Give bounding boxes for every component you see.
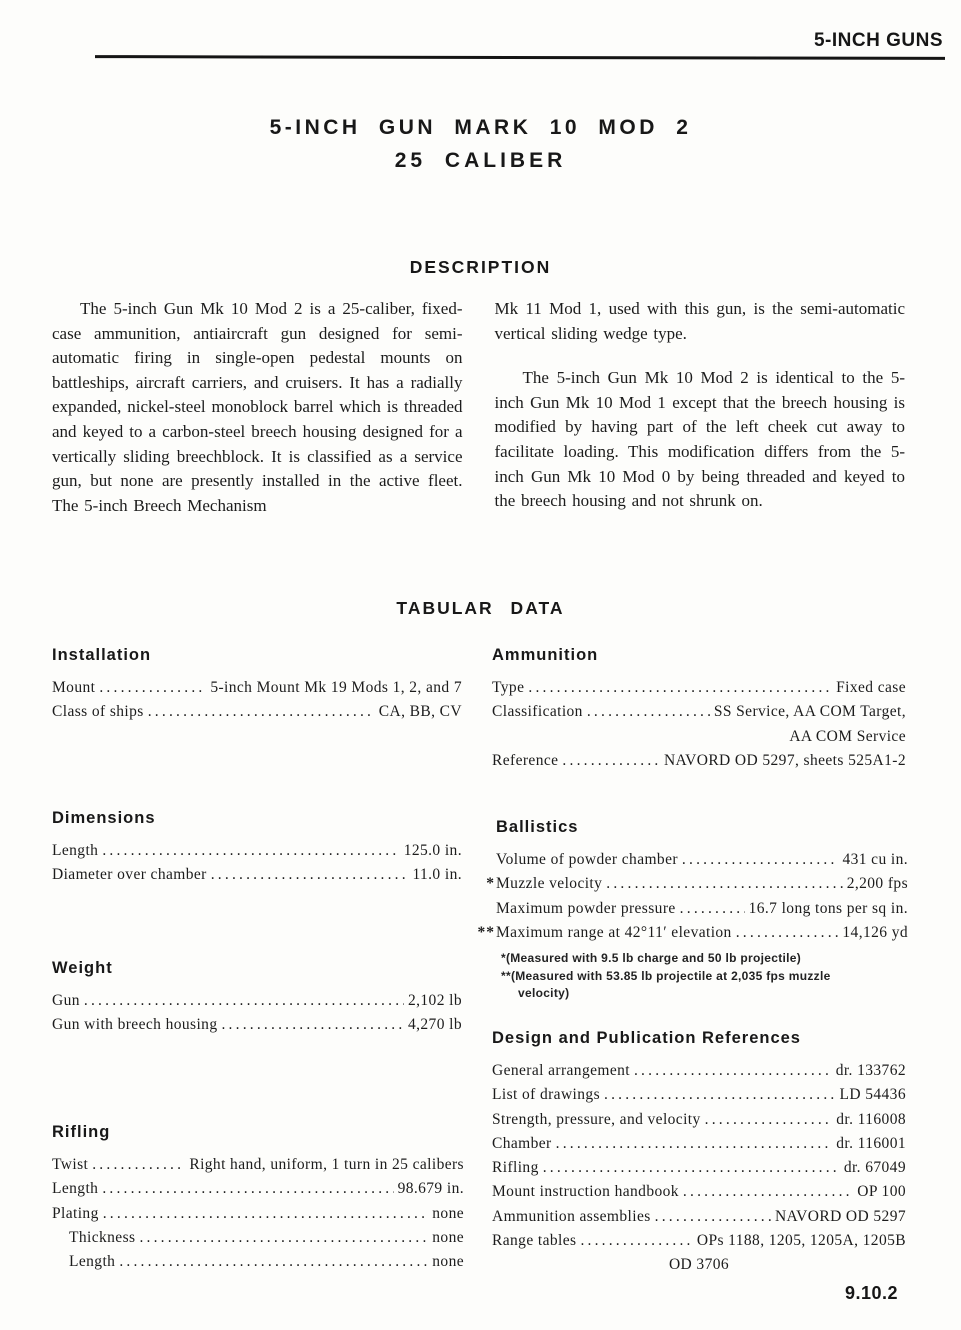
row-label: Chamber xyxy=(492,1134,552,1152)
row-value: none xyxy=(432,1253,464,1271)
row-value: 5-inch Mount Mk 19 Mods 1, 2, and 7 xyxy=(210,679,462,696)
table-row xyxy=(492,1205,906,1229)
footnote: *(Measured with 9.5 lb charge and 50 lb projectile) xyxy=(501,951,802,966)
description-left-column xyxy=(52,297,463,518)
row-label: Ammunition assemblies xyxy=(492,1207,651,1225)
row-value: 14,126 yd xyxy=(842,923,908,941)
page-title xyxy=(0,116,961,173)
leader-dots xyxy=(99,676,206,700)
section-rifling xyxy=(52,1123,464,1274)
table-row xyxy=(52,863,462,887)
leader-dots xyxy=(148,700,375,724)
row-label: Rifling xyxy=(492,1159,539,1177)
leader-dots xyxy=(680,897,745,921)
footnote: **(Measured with 53.85 lb projectile at 2,035 fps muzzle velocity) xyxy=(501,968,831,1001)
section-rows xyxy=(52,989,462,1038)
row-label: Classification xyxy=(492,703,583,721)
table-row xyxy=(52,700,462,724)
row-label: Maximum range at 42°11′ elevation xyxy=(496,923,732,941)
row-value: OPs 1188, 1205, 1205A, 1205B xyxy=(696,1232,906,1250)
row-value: AA COM Service xyxy=(789,727,906,745)
table-row xyxy=(492,1108,906,1132)
ballistics-footnotes xyxy=(496,950,908,1003)
description-right-column xyxy=(495,297,906,518)
row-value: Right hand, uniform, 1 turn in 25 calibers xyxy=(189,1156,464,1173)
leader-dots xyxy=(705,1108,833,1132)
row-label: Gun xyxy=(52,992,80,1009)
table-row xyxy=(492,700,906,724)
leader-dots xyxy=(103,1202,429,1226)
table-row xyxy=(52,839,462,863)
section-heading: Weight xyxy=(52,959,113,977)
table-row xyxy=(52,1177,464,1201)
table-row xyxy=(492,1132,906,1156)
table-row xyxy=(52,676,462,700)
leader-dots xyxy=(119,1250,428,1274)
section-ammunition xyxy=(492,646,906,773)
leader-dots xyxy=(562,749,660,773)
row-value: 16.7 long tons per sq in. xyxy=(748,899,908,917)
table-row xyxy=(496,897,908,921)
table-row xyxy=(492,1253,906,1277)
leader-dots xyxy=(634,1059,832,1083)
section-dimensions xyxy=(52,809,462,888)
leader-dots xyxy=(92,1153,185,1177)
footnote-marker: ** xyxy=(477,923,495,941)
row-value: dr. 67049 xyxy=(843,1159,906,1177)
row-label: Muzzle velocity xyxy=(496,875,603,893)
paragraph: Mk 11 Mod 1, used with this gun, is the semi-automatic vertical sliding wedge type. xyxy=(494,299,905,343)
header-rule xyxy=(95,55,945,60)
page-title-line1: 5-INCH GUN MARK 10 MOD 2 xyxy=(269,116,692,139)
section-design-references xyxy=(492,1029,906,1278)
table-row xyxy=(477,921,908,945)
row-label: Reference xyxy=(492,751,559,769)
section-heading: Ballistics xyxy=(496,818,579,836)
section-rows xyxy=(52,839,462,888)
leader-dots xyxy=(211,863,409,887)
leader-dots xyxy=(528,676,832,700)
table-row xyxy=(492,676,906,700)
row-label: Diameter over chamber xyxy=(52,866,207,884)
leader-dots xyxy=(606,872,842,896)
section-rows xyxy=(492,676,906,773)
row-value: dr. 133762 xyxy=(835,1062,906,1079)
running-header: 5-INCH GUNS xyxy=(813,30,943,51)
table-row xyxy=(52,1153,464,1177)
row-label: Length xyxy=(69,1253,116,1271)
section-ballistics xyxy=(477,818,908,1003)
row-value: dr. 116001 xyxy=(836,1134,906,1152)
row-label: Twist xyxy=(52,1156,89,1173)
leader-dots xyxy=(604,1083,836,1107)
table-row xyxy=(486,872,908,896)
table-row xyxy=(52,1013,462,1037)
tabular-data-heading: TABULAR DATA xyxy=(396,598,565,618)
row-label: Length xyxy=(52,1180,99,1198)
row-value: OD 3706 xyxy=(668,1256,730,1274)
row-label: Maximum powder pressure xyxy=(496,899,676,917)
row-value: 98.679 in. xyxy=(397,1180,464,1198)
row-value: 11.0 in. xyxy=(412,866,462,884)
row-value: 125.0 in. xyxy=(403,842,462,859)
row-label: Mount xyxy=(52,679,96,696)
description-columns xyxy=(52,297,905,518)
row-value: SS Service, AA COM Target, xyxy=(713,703,906,721)
row-label: Volume of powder chamber xyxy=(496,851,678,868)
row-value: 431 cu in. xyxy=(842,851,908,868)
row-label: Type xyxy=(492,679,525,696)
row-label: Mount instruction handbook xyxy=(492,1183,679,1201)
row-value: LD 54436 xyxy=(839,1086,906,1104)
leader-dots xyxy=(543,1156,840,1180)
table-row xyxy=(492,725,906,749)
leader-dots xyxy=(580,1229,692,1253)
leader-dots xyxy=(556,1132,833,1156)
table-row xyxy=(492,1083,906,1107)
row-label: Thickness xyxy=(69,1228,136,1246)
row-label: Strength, pressure, and velocity xyxy=(492,1110,701,1128)
section-heading: Ammunition xyxy=(492,646,599,664)
leader-dots xyxy=(139,1226,428,1250)
row-value: Fixed case xyxy=(836,679,906,696)
section-installation xyxy=(52,646,462,725)
page-number: 9.10.2 xyxy=(845,1283,899,1303)
row-label: Plating xyxy=(52,1204,99,1222)
table-row xyxy=(492,1180,906,1204)
leader-dots xyxy=(102,839,399,863)
leader-dots xyxy=(221,1013,404,1037)
row-value: CA, BB, CV xyxy=(378,703,462,721)
row-value: 2,200 fps xyxy=(846,875,908,893)
row-value: 2,102 lb xyxy=(407,992,462,1009)
row-label: General arrangement xyxy=(492,1062,630,1079)
section-heading: Installation xyxy=(52,646,152,664)
paragraph: The 5-inch Gun Mk 10 Mod 2 is identical to the 5-inch Gun Mk 10 Mod 1 except that the breech housing is modified by having part of the left cheek cut away to facilitate loading. This modification differs from the 5-inch Gun Mk 10 Mod 0 by being threaded and keyed to the breech housing and not shrunk on. xyxy=(494,368,905,511)
section-heading: Rifling xyxy=(52,1123,111,1141)
table-row xyxy=(492,1156,906,1180)
row-value: NAVORD OD 5297 xyxy=(774,1207,906,1225)
section-weight xyxy=(52,959,462,1038)
section-rows xyxy=(52,676,462,725)
section-heading: Design and Publication References xyxy=(492,1029,801,1047)
leader-dots xyxy=(102,1177,393,1201)
table-row xyxy=(496,848,908,872)
leader-dots xyxy=(683,1180,853,1204)
section-heading: Dimensions xyxy=(52,809,156,827)
footnote-marker: * xyxy=(486,875,495,893)
row-value: dr. 116008 xyxy=(836,1110,906,1128)
row-value: 4,270 lb xyxy=(407,1016,462,1034)
leader-dots xyxy=(84,989,404,1013)
leader-dots xyxy=(682,848,839,872)
table-row xyxy=(52,1202,464,1226)
table-row xyxy=(52,1226,464,1250)
table-row xyxy=(492,1059,906,1083)
leader-dots xyxy=(587,700,710,724)
table-row xyxy=(52,1250,464,1274)
leader-dots xyxy=(736,921,839,945)
row-label: Length xyxy=(52,842,99,859)
section-rows xyxy=(52,1153,464,1274)
table-row xyxy=(492,749,906,773)
row-label: Class of ships xyxy=(52,703,144,721)
row-label: Gun with breech housing xyxy=(52,1016,218,1034)
description-heading: DESCRIPTION xyxy=(409,257,552,277)
section-rows xyxy=(477,848,908,945)
row-value: OP 100 xyxy=(857,1183,906,1201)
row-value: NAVORD OD 5297, sheets 525A1-2 xyxy=(663,751,906,769)
row-label: List of drawings xyxy=(492,1086,600,1104)
leader-dots xyxy=(655,1205,771,1229)
section-rows xyxy=(492,1059,906,1278)
page-title-line2: 25 CALIBER xyxy=(394,149,567,172)
paragraph: The 5-inch Gun Mk 10 Mod 2 is a 25-caliber, fixed-case ammunition, antiaircraft gun designed for semi-automatic firing in single-open pedestal mounts on battleships, aircraft carriers, and cruisers. It has a radially expanded, nickel-steel monoblock barrel which is threaded and keyed to a carbon-steel breech housing designed for a vertically sliding breechblock. It is classified as a service gun, but none are presently installed in the active fleet. The 5-inch Breech Mechanism xyxy=(52,299,463,515)
row-label: Range tables xyxy=(492,1232,577,1250)
table-row xyxy=(492,1229,906,1253)
row-value: none xyxy=(432,1228,464,1246)
row-value: none xyxy=(432,1204,464,1222)
table-row xyxy=(52,989,462,1013)
